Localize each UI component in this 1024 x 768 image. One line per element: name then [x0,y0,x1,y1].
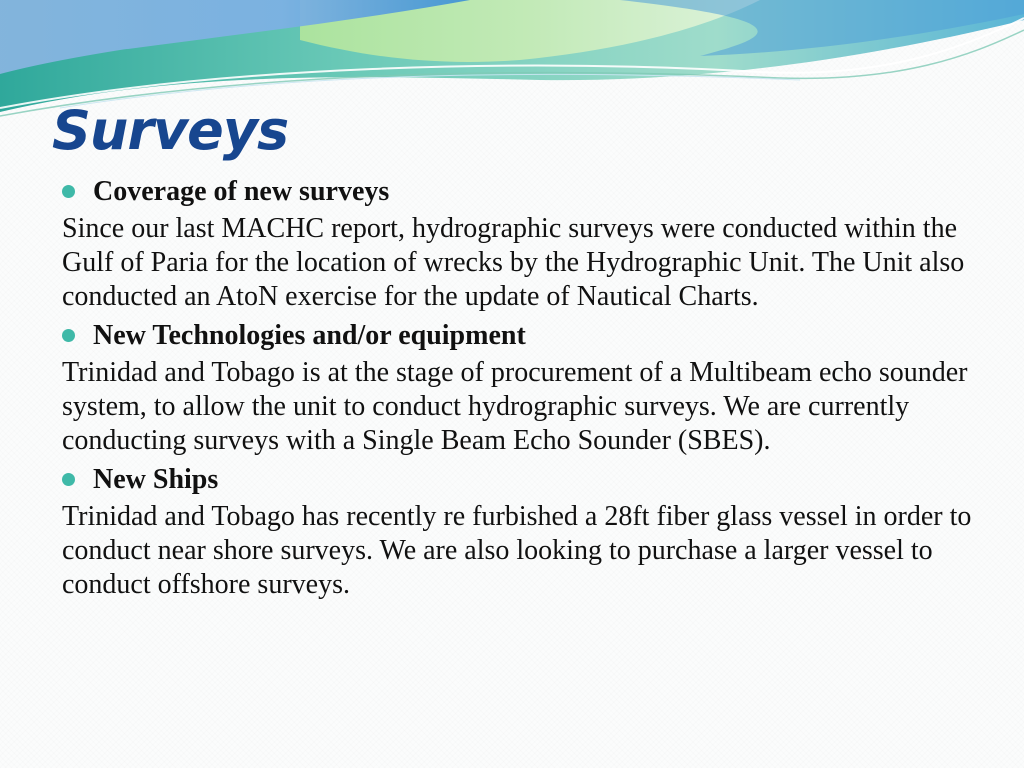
section-heading-coverage [62,172,992,212]
section-heading-text: Coverage of new surveys [93,176,390,207]
section-body-coverage: Since our last MACHC report, hydrographic surveys were conducted within the Gulf of Paria for the location of wrecks by the Hydrographic Unit. The Unit also conducted an AtoN exercise for the update of Nautical Charts. [62,213,965,312]
section-heading-text: New Technologies and/or equipment [93,320,526,351]
section-heading-technologies [62,316,992,356]
section-body-technologies: Trinidad and Tobago is at the stage of procurement of a Multibeam echo sounder system, to allow the unit to conduct hydrographic surveys. We are currently conducting surveys with a Single Beam Echo Sounder (SBES). [62,357,968,456]
section-heading-text: New Ships [93,464,219,495]
bullet-icon [62,473,75,486]
slide-title: Surveys [52,99,289,162]
section-heading-ships [62,460,992,500]
bullet-icon [62,329,75,342]
bullet-icon [62,185,75,198]
slide-content [62,172,992,604]
section-body-ships: Trinidad and Tobago has recently re furbished a 28ft fiber glass vessel in order to conduct near shore surveys. We are also looking to purchase a larger vessel to conduct offshore surveys. [62,501,972,600]
